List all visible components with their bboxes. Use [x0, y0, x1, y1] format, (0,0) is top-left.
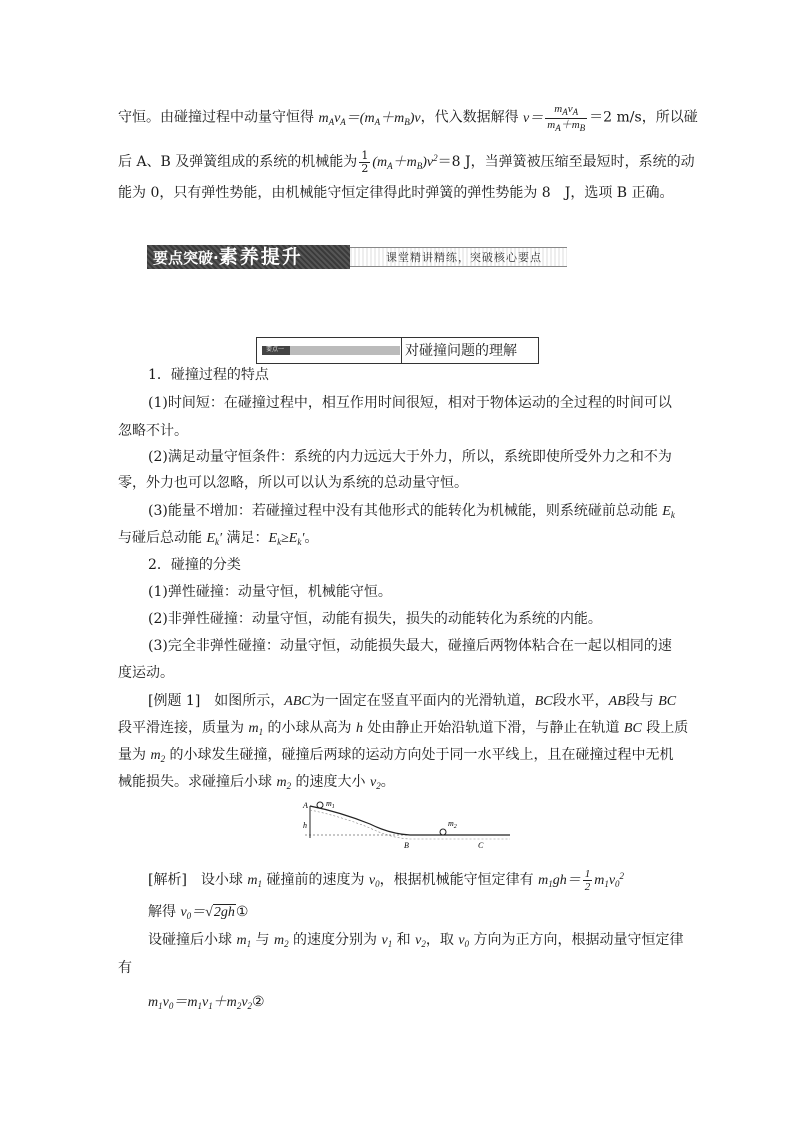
symbol: $m_1$: [247, 873, 262, 889]
text: ＝8 J，当弹簧被压缩至最短时，系统的动: [437, 154, 695, 170]
text: 处由静止开始沿轨道下滑，与静止在轨道: [362, 720, 624, 736]
text: 段与: [625, 693, 659, 709]
ball-m2: [440, 829, 446, 835]
body-line: (1)弹性碰撞：动量守恒，机械能守恒。: [148, 584, 392, 600]
banner-subtitle: 课堂精讲精练，突破核心要点: [350, 247, 567, 267]
body-line: (2)非弹性碰撞：动量守恒，动能有损失，损失的动能转化为系统的内能。: [148, 611, 602, 627]
symbol: $m_2$: [273, 933, 289, 949]
text: 设碰撞后小球: [148, 932, 237, 948]
equation: $v_0=√2gh$: [180, 905, 235, 921]
text: 守恒。由碰撞过程中动量守恒得: [118, 109, 319, 126]
text: 与碰后总动能: [118, 530, 207, 546]
text: [例题 1] 如图所示，: [148, 693, 285, 709]
body-line: [118, 718, 688, 742]
text: 为一固定在竖直平面内的光滑轨道，: [310, 693, 535, 709]
text: 的小球从高为: [263, 720, 356, 736]
symbol: $v_2$: [415, 933, 426, 949]
text: 段水平，: [552, 693, 609, 709]
body-line: (3)完全非弹性碰撞：动量守恒，动能损失最大，碰撞后两物体粘合在一起以相同的速: [148, 638, 672, 654]
body-line: [118, 528, 318, 552]
section-tag-label: 要点一: [266, 346, 285, 353]
body-line: 1．碰撞过程的特点: [148, 367, 269, 383]
text: 。: [304, 530, 319, 546]
section-banner: [147, 245, 567, 269]
text: ，取: [425, 932, 459, 948]
symbol: $v_0$: [458, 933, 470, 949]
paragraph-line-3: 能为 0，只有弹性势能，由机械能守恒定律得此时弹簧的弹性势能为 8 J，选项 B 正确。: [118, 185, 674, 201]
symbol: $m_2$: [150, 748, 166, 764]
banner-title-b: 素养提升: [218, 246, 303, 268]
equation: v＝ $\frac{m_Av_A}{m_A+m_B}$: [523, 103, 586, 133]
symbol: $v_1$: [381, 933, 393, 949]
symbol: $m_1$: [248, 721, 264, 737]
text: 段上质: [641, 720, 689, 736]
text: 。: [380, 774, 395, 790]
banner-title: [147, 245, 350, 269]
divider: [401, 338, 402, 363]
text: 与: [251, 932, 274, 948]
symbol: h: [355, 721, 363, 736]
equation: $m_Av_A=(m_A+m_B)v$: [318, 110, 421, 127]
text: ，根据机械能守恒定律有: [379, 872, 539, 888]
body-line: 度运动。: [118, 665, 174, 681]
text: (3)能量不增加：若碰撞过程中没有其他形式的能转化为机械能，则系统碰前总动能: [148, 503, 658, 519]
label-B: B: [404, 841, 409, 850]
track-line: [310, 806, 510, 835]
track-figure: [300, 800, 515, 850]
text: 和: [392, 932, 416, 948]
symbol: ABC: [284, 694, 311, 709]
text: 解得: [148, 904, 181, 920]
text: 段平滑连接，质量为: [118, 720, 249, 736]
text: 后 A、B 及弹簧组成的系统的机械能为: [118, 154, 358, 170]
body-line: 有: [118, 960, 132, 976]
body-line: [118, 772, 395, 796]
symbol: BC: [623, 721, 642, 736]
body-line: 2．碰撞的分类: [148, 557, 241, 573]
body-line: [148, 992, 265, 1016]
label-C: C: [478, 841, 484, 850]
banner-title-a: 要点突破·: [153, 249, 219, 267]
symbol-Ek-prime: $E_k'$: [206, 531, 223, 547]
section-title: 对碰撞问题的理解: [405, 343, 517, 359]
paragraph-line-2: [118, 148, 695, 176]
inequality: $E_k\ge E_k'$: [268, 531, 305, 547]
body-line: 零，外力也可以忽略，所以可以认为系统的总动量守恒。: [118, 475, 468, 491]
text: 碰撞前的速度为: [262, 872, 369, 888]
text: ②: [252, 994, 265, 1010]
body-line: (1)时间短：在碰撞过程中，相互作用时间很短，相对于物体运动的全过程的时间可以: [148, 395, 672, 411]
equation: $m_1v_0=m_1v_1+m_2v_2$: [148, 995, 253, 1011]
text: 满足：: [222, 530, 269, 546]
text: ＝2 m/s，所以碰: [589, 109, 698, 126]
symbol: BC: [658, 694, 677, 709]
label-h: h: [303, 821, 307, 830]
symbol: $v_2$: [369, 775, 381, 791]
fraction-half: $\frac{1}{2}$: [361, 148, 369, 175]
symbol: $m_1$: [236, 933, 252, 949]
symbol: AB: [608, 694, 626, 709]
text: 的小球发生碰撞，碰撞后两球的运动方向处于同一水平线上，且在碰撞过程中无机: [165, 747, 674, 763]
body-line: [148, 501, 675, 525]
text: 的速度分别为: [288, 932, 382, 948]
symbol: $m_2$: [276, 775, 292, 791]
text: ，代入数据解得: [420, 109, 524, 126]
symbol: BC: [534, 694, 553, 709]
body-line: [148, 866, 624, 894]
text: 的速度大小: [291, 774, 370, 790]
equation: $m_1gh=$ $\frac{1}{2}$ $m_1v_0^2$: [538, 868, 625, 894]
equation: $(m_A+m_B)v^2$: [372, 153, 438, 171]
text: 量为: [118, 747, 151, 763]
label-m2: $m_2$: [448, 819, 457, 830]
body-line: (2)满足动量守恒条件：系统的内力远远大于外力，所以，系统即使所受外力之和不为: [148, 449, 672, 465]
body-line: [118, 745, 674, 769]
text: 方向为正方向，根据动量守恒定律: [469, 932, 684, 948]
body-line: 忽略不计。: [118, 423, 188, 439]
text: 械能损失。求碰撞后小球: [118, 774, 277, 790]
label-A: A: [303, 801, 308, 810]
text: ①: [235, 904, 249, 920]
section-title-box: [256, 337, 539, 364]
body-line: [148, 691, 676, 712]
section-tag: [262, 346, 400, 355]
symbol-Ek: $E_k$: [662, 504, 675, 520]
ball-m1: [317, 802, 323, 808]
symbol: $v_0$: [368, 873, 380, 889]
body-line: [148, 930, 683, 954]
text: [解析] 设小球: [148, 872, 248, 888]
body-line: [148, 902, 248, 926]
label-m1: $m_1$: [326, 800, 335, 810]
paragraph-line-1: [118, 103, 698, 134]
